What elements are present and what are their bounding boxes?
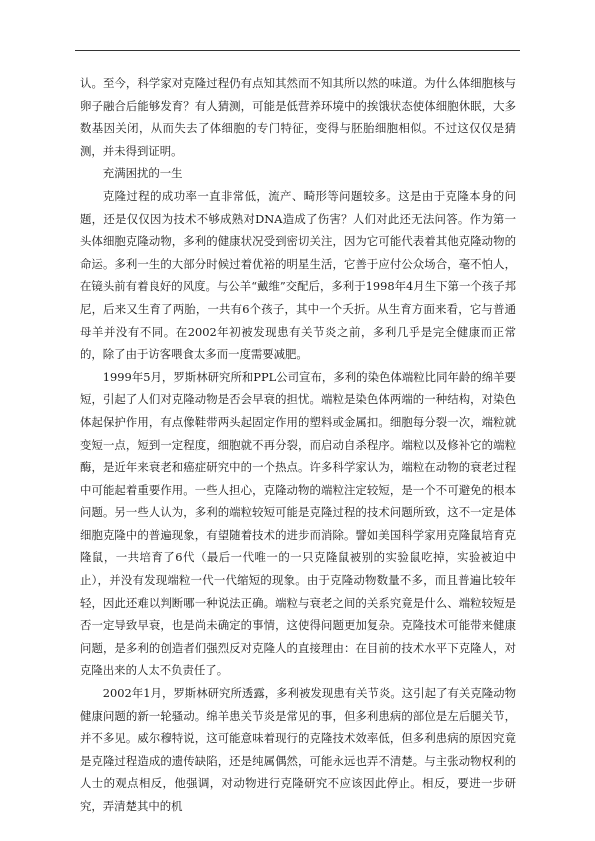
section-heading: 充满困扰的一生: [102, 166, 183, 181]
paragraph-continued: 认。至今，科学家对克隆过程仍有点知其然而不知其所以然的味道。为什么体细胞核与卵子融合后能够发育？有人猜测，可能是低营养环境中的挨饿状态使体细胞休眠，大多数基因关闭，从而失去了体细胞的专门特征，变得与胚胎细胞相似。不过这仅仅是猜测，并未得到证明。: [80, 76, 516, 158]
paragraph: 克隆过程的成功率一直非常低，流产、畸形等问题较多。这是由于克隆本身的问题，还是仅仅因为技术不够成熟对DNA造成了伤害？人们对此还无法问答。作为第一头体细胞克隆动物，多利的健康状况受到密切关注，因为它可能代表着其他克隆动物的命运。多利一生的大部分时候过着优裕的明星生活，它善于应付公众场合，毫不怕人，在镜头前有着良好的风度。与公羊“戴维”交配后，多利于1998年4月生下第一个孩子邦尼，后来又生育了两胎，一共有6个孩子，其中一个夭折。从生育方面来看，它与普通母羊并没有不同。在2002年初被发现患有关节炎之前，多利几乎是完全健康而正常的，除了由于访客喂食太多而一度需要减肥。: [80, 188, 516, 362]
document-body: [80, 72, 516, 818]
paragraph: 2002年1月，罗斯林研究所透露，多利被发现患有关节炎。这引起了有关克隆动物健康问题的新一轮骚动。绵羊患关节炎是常见的事，但多利患病的部位是左后腿关节，并不多见。威尔穆特说，这可能意味着现行的克隆技术效率低，但多利患病的原因究竟是克隆过程造成的遗传缺陷，还是纯属偶然，可能永远也弄不清楚。与主张动物权利的人士的观点相反，他强调，对动物进行克隆研究不应该因此停止。相反，要进一步研究，弄清楚其中的机: [80, 686, 516, 813]
header-rule: [75, 50, 520, 51]
paragraph: 1999年5月，罗斯林研究所和PPL公司宣布，多利的染色体端粒比同年龄的绵羊要短，引起了人们对克隆动物是否会早衰的担忧。端粒是染色体两端的一种结构，对染色体起保护作用，有点像鞋带两头起固定作用的塑料或金属扣。细胞每分裂一次，端粒就变短一点，短到一定程度，细胞就不再分裂，而启动自杀程序。端粒以及修补它的端粒酶，是近年来衰老和癌症研究中的一个热点。许多科学家认为，端粒在动物的衰老过程中可能起着重要作用。一些人担心，克隆动物的端粒注定较短，是一个不可避免的根本问题。另一些人认为，多利的端粒较短可能是克隆过程的技术问题所致，这不一定是体细胞克隆中的普遍现象，有望随着技术的进步而消除。譬如美国科学家用克隆鼠培育克隆鼠，一共培育了6代（最后一代唯一的一只克隆鼠被别的实验鼠吃掉，实验被迫中止），并没有发现端粒一代一代缩短的现象。由于克隆动物数量不多，而且普遍比较年轻，因此还难以判断哪一种说法正确。端粒与衰老之间的关系究竟是什么、端粒较短是否一定导致早衰，也是尚未确定的事情，这使得问题更加复杂。克隆技术可能带来健康问题，是多利的创造者们强烈反对克隆人的直接理由：在目前的技术水平下克隆人，对克隆出来的人太不负责任了。: [80, 369, 516, 678]
